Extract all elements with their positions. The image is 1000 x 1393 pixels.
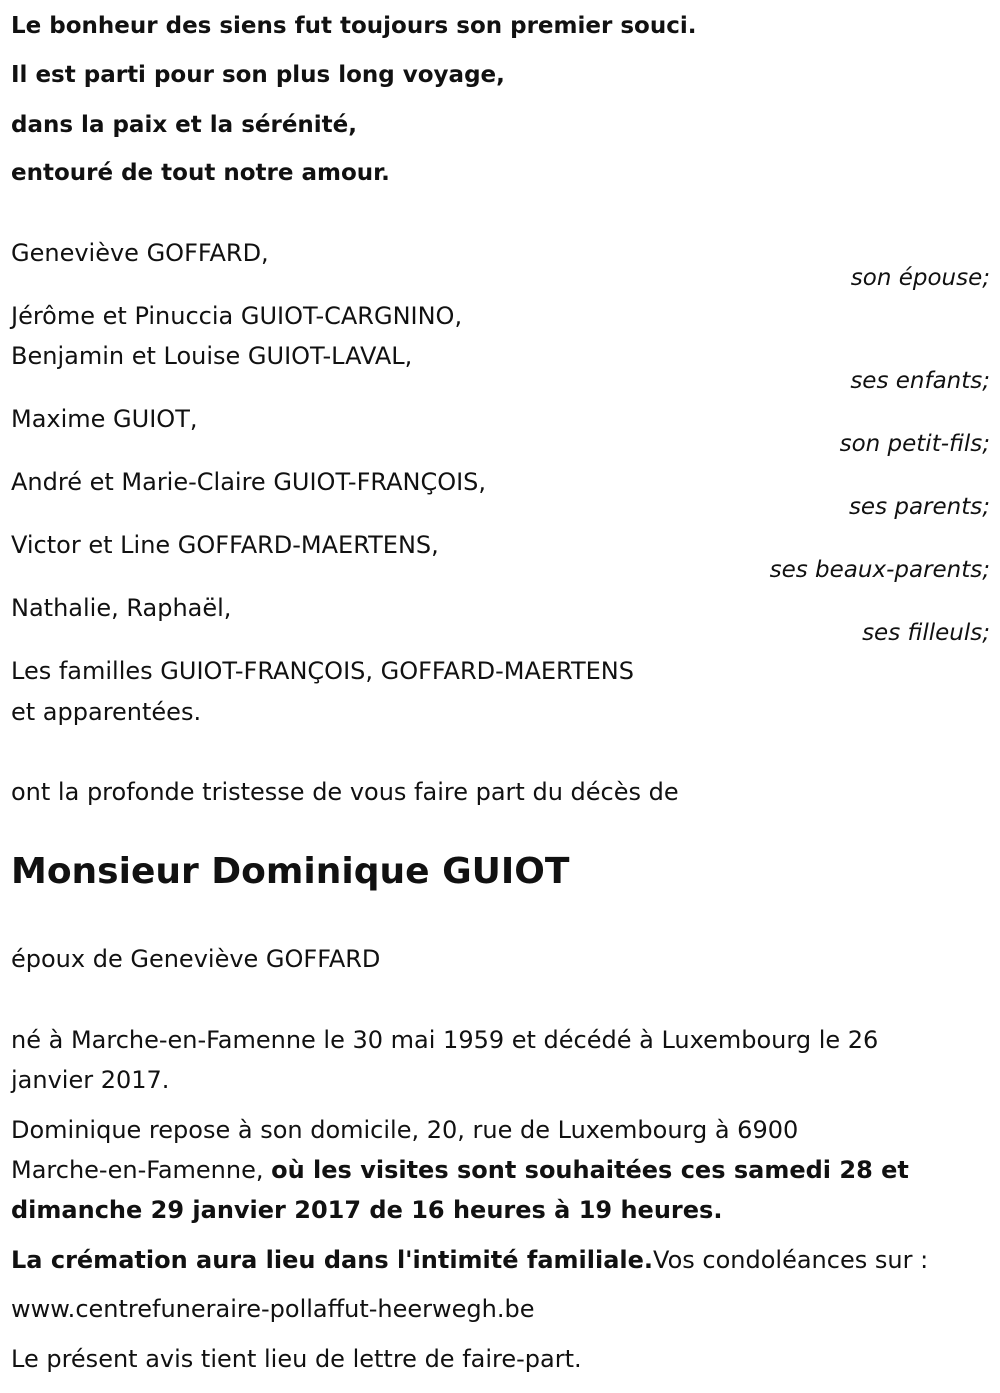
closing-text: Le présent avis tient lieu de lettre de faire-part. bbox=[11, 1345, 582, 1373]
spouse-line: époux de Geneviève GOFFARD bbox=[11, 945, 381, 973]
cremation-text: La crémation aura lieu dans l'intimité familiale. bbox=[11, 1246, 654, 1274]
family-name-families-1: Les familles GUIOT-FRANÇOIS, GOFFARD-MAERTENS bbox=[11, 657, 634, 685]
visit-line-3: dimanche 29 janvier 2017 de 16 heures à 19 heures. bbox=[11, 1196, 723, 1224]
family-name-families-2: et apparentées. bbox=[11, 698, 202, 726]
website-link[interactable]: www.centrefuneraire-pollaffut-heerwegh.be bbox=[11, 1295, 535, 1323]
family-name-godchildren: Nathalie, Raphaël, bbox=[11, 594, 232, 622]
visit-line-2 bbox=[11, 1150, 909, 1190]
condolences-text: Vos condoléances sur : bbox=[653, 1246, 929, 1274]
relation-spouse: son épouse; bbox=[850, 265, 990, 291]
family-name-child-2: Benjamin et Louise GUIOT-LAVAL, bbox=[11, 342, 413, 370]
visit-line-1: Dominique repose à son domicile, 20, rue de Luxembourg à 6900 bbox=[11, 1116, 799, 1144]
relation-godchildren: ses filleuls; bbox=[862, 620, 990, 646]
family-name-grandson: Maxime GUIOT, bbox=[11, 405, 198, 433]
birth-death-line-2: janvier 2017. bbox=[11, 1066, 170, 1094]
visit-line-2-bold: où les visites sont souhaitées ces samedi 28 et bbox=[271, 1156, 909, 1184]
visit-line-2-normal: Marche-en-Famenne, bbox=[11, 1156, 272, 1184]
family-name-child-1: Jérôme et Pinuccia GUIOT-CARGNINO, bbox=[11, 302, 463, 330]
birth-death-line-1: né à Marche-en-Famenne le 30 mai 1959 et décédé à Luxembourg le 26 bbox=[11, 1026, 879, 1054]
poem-line-3: dans la paix et la sérénité, bbox=[11, 112, 358, 138]
family-name-parents: André et Marie-Claire GUIOT-FRANÇOIS, bbox=[11, 468, 487, 496]
relation-parents: ses parents; bbox=[848, 494, 990, 520]
family-name-parents-in-law: Victor et Line GOFFARD-MAERTENS, bbox=[11, 531, 439, 559]
poem-line-4: entouré de tout notre amour. bbox=[11, 160, 390, 186]
poem-line-1: Le bonheur des siens fut toujours son premier souci. bbox=[11, 13, 697, 39]
deceased-name: Monsieur Dominique GUIOT bbox=[11, 851, 570, 892]
relation-grandson: son petit-fils; bbox=[839, 431, 990, 457]
relation-children: ses enfants; bbox=[850, 368, 990, 394]
cremation-line bbox=[11, 1240, 928, 1280]
announcement-text: ont la profonde tristesse de vous faire part du décès de bbox=[11, 778, 679, 806]
relation-parents-in-law: ses beaux-parents; bbox=[769, 557, 990, 583]
family-name-spouse: Geneviève GOFFARD, bbox=[11, 239, 269, 267]
poem-line-2: Il est parti pour son plus long voyage, bbox=[11, 62, 505, 88]
